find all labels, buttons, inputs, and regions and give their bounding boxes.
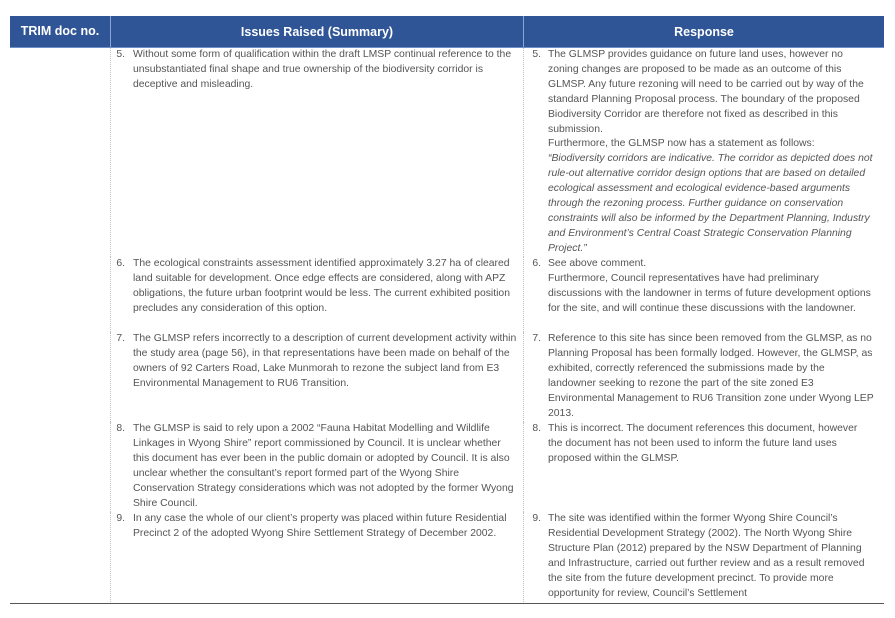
- table-row: [10, 257, 884, 332]
- table-row: [10, 512, 884, 602]
- list-item: [111, 422, 523, 511]
- issue-number: 9.: [116, 513, 125, 524]
- table-row: [10, 422, 884, 512]
- response-number: 9.: [532, 513, 541, 524]
- response-cell: [524, 332, 884, 422]
- issue-text: In any case the whole of our client’s property was placed within future Residential Precinct 2 of the adopted Wyong Shire Settlement Strategy of December 2002.: [133, 513, 507, 539]
- response-cell: [524, 512, 884, 602]
- response-text-2: Furthermore, Council representatives have had preliminary discussions with the landowner in terms of future development options for the site, and will continue these discussions with the landowner.: [548, 272, 871, 314]
- list-item: [111, 332, 523, 392]
- response-number: 7.: [532, 333, 541, 344]
- issue-cell: [10, 257, 524, 332]
- response-block: [548, 48, 884, 257]
- list-item: [524, 332, 884, 421]
- table-row: [10, 48, 884, 257]
- response-cell: [524, 257, 884, 332]
- issue-cell: [10, 512, 524, 602]
- response-cell: [524, 422, 884, 512]
- response-quote: “Biodiversity corridors are indicative. The corridor as depicted does not rule-out alternative corridor design options that are based on detailed ecological assessment and ecological evidence-based arguments through the rezoning process. Further guidance on conservation constraints will also be informed by the Department Planning, Industry and Environment’s Central Coast Strategic Conservation Planning Project.”: [548, 153, 873, 254]
- response-number: 5.: [532, 49, 541, 60]
- response-text: Reference to this site has since been removed from the GLMSP, as no Planning Proposal has been formally lodged. However, the GLMSP, as exhibited, correctly referenced the submissions made by the landowner seeking to rezone the part of the site zoned E3 Environmental Management to RU6 Transition zone under Wyong LEP 2013.: [548, 333, 874, 419]
- issue-number: 7.: [116, 333, 125, 344]
- issue-number: 6.: [116, 258, 125, 269]
- response-number: 8.: [532, 423, 541, 434]
- list-item: [111, 48, 523, 93]
- header-trim-doc: TRIM doc no.: [10, 16, 111, 47]
- submissions-table: [10, 16, 884, 602]
- response-text-2: Furthermore, the GLMSP now has a statement as follows:: [548, 138, 815, 150]
- list-item: [111, 257, 523, 317]
- response-number: 6.: [532, 258, 541, 269]
- list-item: [111, 512, 523, 542]
- issue-text: Without some form of qualification within the draft LMSP continual reference to the unsubstantiated final shape and true ownership of the biodiversity corridor is deceptive and misleading.: [133, 49, 512, 90]
- list-item: [524, 512, 884, 601]
- table-header: [10, 16, 884, 48]
- response-block: [548, 257, 884, 317]
- table-row: [10, 332, 884, 422]
- table-body: [10, 48, 884, 602]
- table-bottom-border: [10, 603, 884, 604]
- header-issues: Issues Raised (Summary): [111, 16, 524, 47]
- issue-text: The GLMSP refers incorrectly to a description of current development activity within the study area (page 56), in that representations have been made on behalf of the owners of 92 Carters Road, Lake Munmorah to rezone the subject land from E3 Environmental Management to RU6 Transition.: [133, 333, 517, 389]
- issue-text: The ecological constraints assessment identified approximately 3.27 ha of cleared land suitable for development. Once edge effects are considered, along with APZ obligations, the future urban footprint would be less. The current exhibited position precludes any consideration of this option.: [133, 258, 510, 314]
- response-text: See above comment.: [548, 258, 647, 269]
- issue-cell: [10, 332, 524, 422]
- issue-number: 8.: [116, 423, 125, 434]
- issue-text: The GLMSP is said to rely upon a 2002 “Fauna Habitat Modelling and Wildlife Linkages in Wyong Shire” report commissioned by Council. It is unclear whether this document has ever been in the public domain or adopted by Council. It is also unclear whether the consultant’s report formed part of the Wyong Shire Conservation Strategy considerations which was not adopted by the former Wyong Shire Council.: [133, 423, 514, 509]
- response-text: The GLMSP provides guidance on future land uses, however no zoning changes are proposed to be made as an outcome of this GLMSP. Any future rezoning will need to be carried out by way of the standard Planning Proposal process. The boundary of the proposed Biodiversity Corridor are therefore not fixed as described in this submission.: [548, 49, 864, 135]
- list-item: [524, 257, 884, 317]
- issue-number: 5.: [116, 49, 125, 60]
- response-text: The site was identified within the former Wyong Shire Council’s Residential Development Strategy (2002). The North Wyong Shire Structure Plan (2012) prepared by the NSW Department of Planning and Infrastructure, carried out further review and as a result removed the site from the future development precinct. To provide more opportunity for review, Council’s Settlement: [548, 513, 865, 599]
- issue-cell: [10, 48, 524, 257]
- issue-cell: [10, 422, 524, 512]
- list-item: [524, 422, 884, 467]
- response-text: This is incorrect. The document references this document, however the document has not been used to inform the future land uses proposed within the GLMSP.: [548, 423, 858, 464]
- list-item: [524, 48, 884, 257]
- response-cell: [524, 48, 884, 257]
- header-response: Response: [674, 24, 734, 39]
